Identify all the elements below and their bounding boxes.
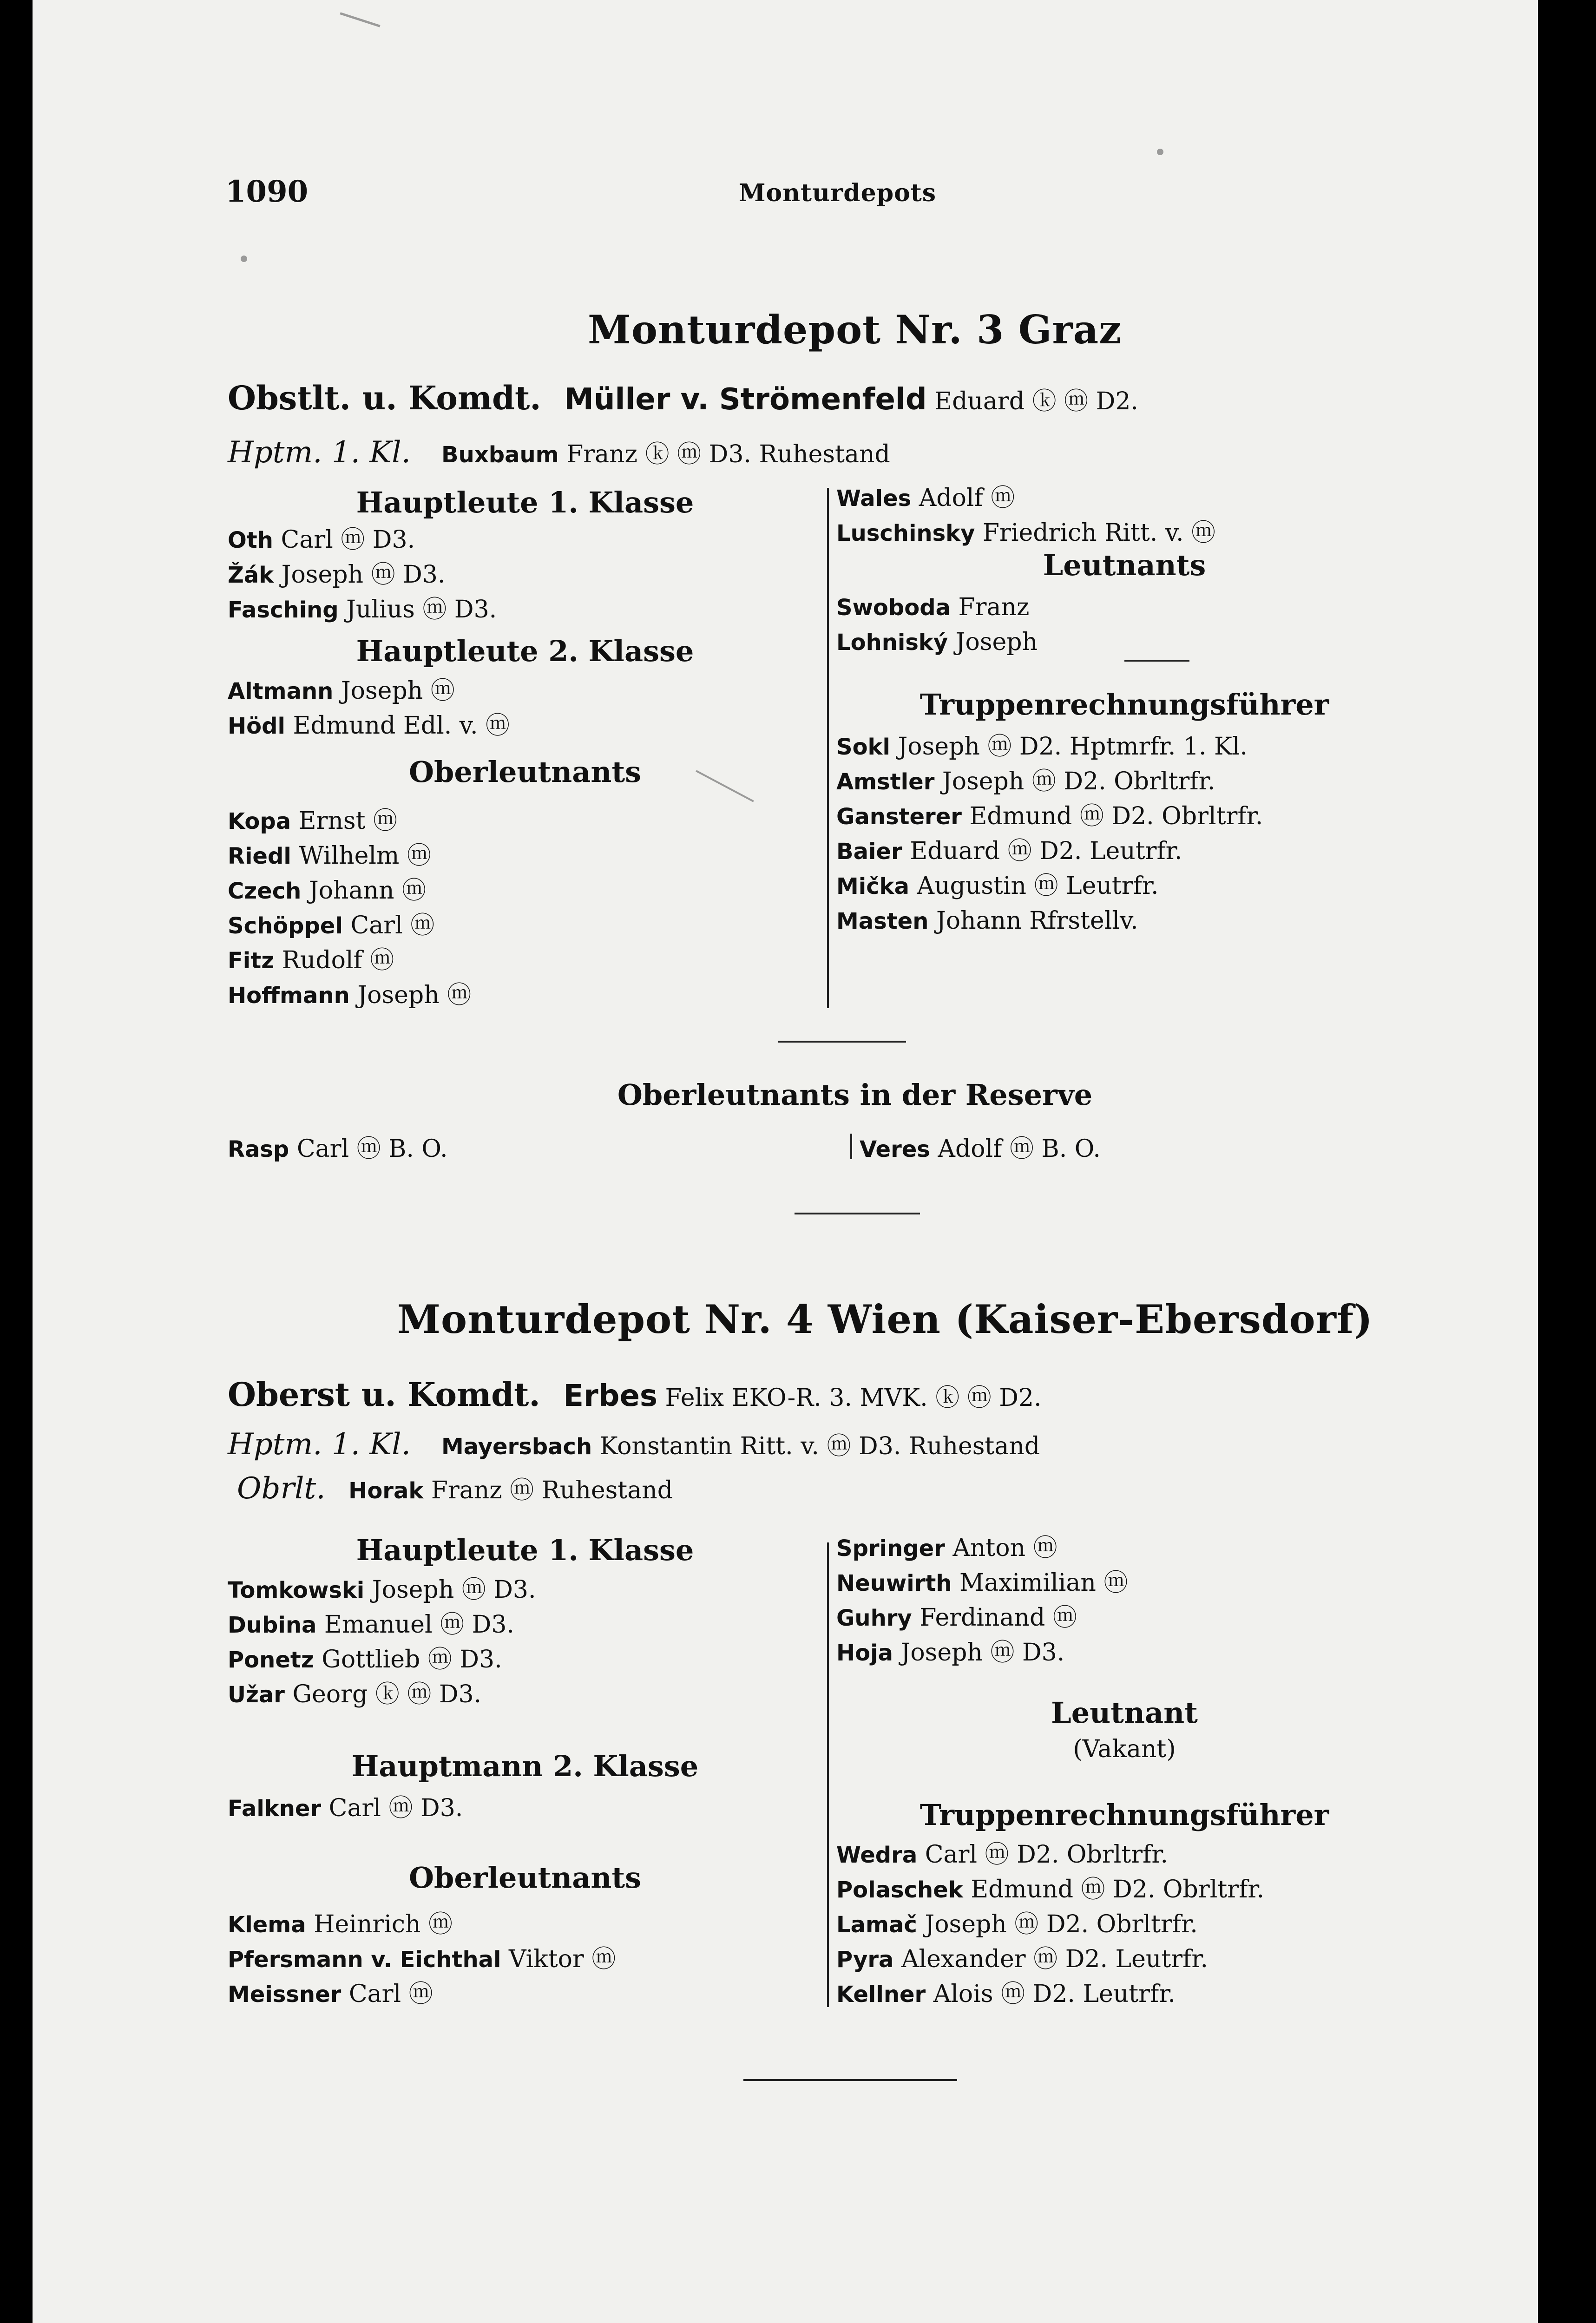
depot4-hptm-name: Mayersbach <box>441 1434 592 1460</box>
list-item: Kellner Alois ⓜ D2. Leutrfr. <box>836 1980 1176 2008</box>
depot3-h1: Hauptleute 1. Klasse <box>356 486 694 519</box>
depot4-obrlt-name: Horak <box>348 1478 424 1504</box>
list-item: Falkner Carl ⓜ D3. <box>228 1794 463 1822</box>
depot4-commander <box>228 1375 1042 1414</box>
depot4-leut-note: (Vakant) <box>1073 1735 1176 1763</box>
separator-rule <box>1124 660 1189 662</box>
list-item: Pyra Alexander ⓜ D2. Leutrfr. <box>836 1945 1208 1973</box>
column-divider <box>827 1542 829 2007</box>
depot3-hptm-rank: Hptm. 1. Kl. <box>228 435 411 470</box>
list-item: Masten Johann Rfrstellv. <box>836 907 1138 935</box>
list-item: Altmann Joseph ⓜ <box>228 677 455 705</box>
scan-mark <box>340 12 380 27</box>
depot3-h1-list <box>228 523 497 627</box>
depot4-hptm-rest: Konstantin Ritt. v. ⓜ D3. Ruhestand <box>599 1432 1040 1460</box>
depot3-leut-list <box>836 590 1038 660</box>
list-item: Meissner Carl ⓜ <box>228 1980 433 2008</box>
depot3-h2-list <box>228 674 510 743</box>
list-item: Pfersmann v. Eichthal Viktor ⓜ <box>228 1945 616 1973</box>
depot4-leutnant: Leutnant <box>1051 1696 1198 1730</box>
list-item: Fasching Julius ⓜ D3. <box>228 596 497 623</box>
scan-border <box>1538 0 1596 2323</box>
depot4-commander-rank: Oberst u. Komdt. <box>228 1375 540 1414</box>
depot3-commander <box>228 379 1138 417</box>
list-item: Kopa Ernst ⓜ <box>228 807 398 835</box>
depot3-leutnants: Leutnants <box>1043 548 1206 582</box>
list-item: Tomkowski Joseph ⓜ D3. <box>228 1576 536 1604</box>
list-item: Žák Joseph ⓜ D3. <box>228 561 446 589</box>
list-item: Klema Heinrich ⓜ <box>228 1910 453 1938</box>
depot4-commander-rest: Felix EKO-R. 3. MVK. ⓚ ⓜ D2. <box>665 1384 1042 1412</box>
list-item: Hoffmann Joseph ⓜ <box>228 981 472 1009</box>
depot3-reserve-heading: Oberleutnants in der Reserve <box>617 1078 1093 1112</box>
depot4-obrlt <box>237 1470 673 1506</box>
list-item: Sokl Joseph ⓜ D2. Hptmrfr. 1. Kl. <box>836 733 1248 761</box>
separator-rule <box>743 2079 957 2081</box>
page-number: 1090 <box>225 174 309 209</box>
list-item: Fitz Rudolf ⓜ <box>228 946 394 974</box>
depot3-reserve-right: Veres Adolf ⓜ B. O. <box>860 1135 1101 1163</box>
depot3-title: Monturdepot Nr. 3 Graz <box>588 307 1122 353</box>
depot3-reserve-left: Rasp Carl ⓜ B. O. <box>228 1135 448 1163</box>
depot4-obrlt-rest: Franz ⓜ Ruhestand <box>431 1476 673 1504</box>
depot3-hptm-name: Buxbaum <box>441 442 559 468</box>
depot3-h3: Oberleutnants <box>408 755 642 789</box>
list-item: Schöppel Carl ⓜ <box>228 912 435 939</box>
list-item: Dubina Emanuel ⓜ D3. <box>228 1611 514 1639</box>
list-item: Czech Johann ⓜ <box>228 877 427 905</box>
list-item: Guhry Ferdinand ⓜ <box>836 1604 1077 1632</box>
list-item: Riedl Wilhelm ⓜ <box>228 842 431 870</box>
depot3-truppen: Truppenrechnungsführer <box>920 688 1329 722</box>
list-item: Ponetz Gottlieb ⓜ D3. <box>228 1646 502 1673</box>
list-item: Hoja Joseph ⓜ D3. <box>836 1639 1065 1667</box>
list-item: Užar Georg ⓚ ⓜ D3. <box>228 1680 482 1708</box>
list-item: Wedra Carl ⓜ D2. Obrltrfr. <box>836 1841 1169 1869</box>
list-item: Luschinsky Friedrich Ritt. v. ⓜ <box>836 519 1216 547</box>
running-head: Monturdepots <box>739 179 937 207</box>
list-item: Neuwirth Maximilian ⓜ <box>836 1569 1128 1597</box>
depot4-h1: Hauptleute 1. Klasse <box>356 1533 694 1567</box>
depot3-commander-rank: Obstlt. u. Komdt. <box>228 379 541 417</box>
list-item: Baier Eduard ⓜ D2. Leutrfr. <box>836 837 1182 865</box>
list-item: Gansterer Edmund ⓜ D2. Obrltrfr. <box>836 802 1263 830</box>
depot4-right-top <box>836 1531 1128 1670</box>
depot4-obrlt-rank: Obrlt. <box>237 1471 326 1506</box>
depot4-commander-name: Erbes <box>563 1379 657 1413</box>
depot3-hptm-rest: Franz ⓚ ⓜ D3. Ruhestand <box>566 440 890 468</box>
depot3-hptm <box>228 434 890 470</box>
list-item: Swoboda Franz <box>836 593 1030 621</box>
depot3-trupp-list <box>836 729 1263 938</box>
column-divider <box>850 1134 852 1159</box>
depot3-commander-rest: Eduard ⓚ ⓜ D2. <box>934 387 1138 415</box>
depot4-h2-list <box>228 1791 463 1826</box>
depot4-h2: Hauptmann 2. Klasse <box>351 1749 699 1783</box>
depot4-hptm-rank: Hptm. 1. Kl. <box>228 1427 411 1462</box>
depot4-title: Monturdepot Nr. 4 Wien (Kaiser-Ebersdorf) <box>397 1296 1373 1342</box>
depot3-right-top <box>836 481 1215 551</box>
document-page <box>33 0 1538 2323</box>
depot4-h3: Oberleutnants <box>408 1861 642 1895</box>
depot3-h3-list <box>228 804 471 1013</box>
depot4-truppen: Truppenrechnungsführer <box>920 1798 1329 1832</box>
list-item: Lamač Joseph ⓜ D2. Obrltrfr. <box>836 1910 1198 1938</box>
list-item: Hödl Edmund Edl. v. ⓜ <box>228 712 510 740</box>
scan-mark <box>241 256 247 262</box>
depot4-trupp-list <box>836 1837 1264 2012</box>
separator-rule <box>778 1041 906 1043</box>
depot3-h2: Hauptleute 2. Klasse <box>356 634 694 668</box>
scan-mark <box>1157 149 1163 155</box>
depot3-commander-name: Müller v. Strömenfeld <box>564 382 927 417</box>
depot4-h3-list <box>228 1907 616 2012</box>
list-item: Oth Carl ⓜ D3. <box>228 526 415 554</box>
list-item: Wales Adolf ⓜ <box>836 484 1015 512</box>
list-item: Springer Anton ⓜ <box>836 1534 1057 1562</box>
list-item: Mička Augustin ⓜ Leutrfr. <box>836 872 1159 900</box>
column-divider <box>827 488 829 1008</box>
separator-rule <box>795 1213 920 1214</box>
depot4-hptm <box>228 1426 1040 1462</box>
list-item: Lohniský Joseph <box>836 628 1038 656</box>
depot4-h1-list <box>228 1573 536 1712</box>
list-item: Polaschek Edmund ⓜ D2. Obrltrfr. <box>836 1876 1264 1903</box>
list-item: Amstler Joseph ⓜ D2. Obrltrfr. <box>836 768 1215 795</box>
